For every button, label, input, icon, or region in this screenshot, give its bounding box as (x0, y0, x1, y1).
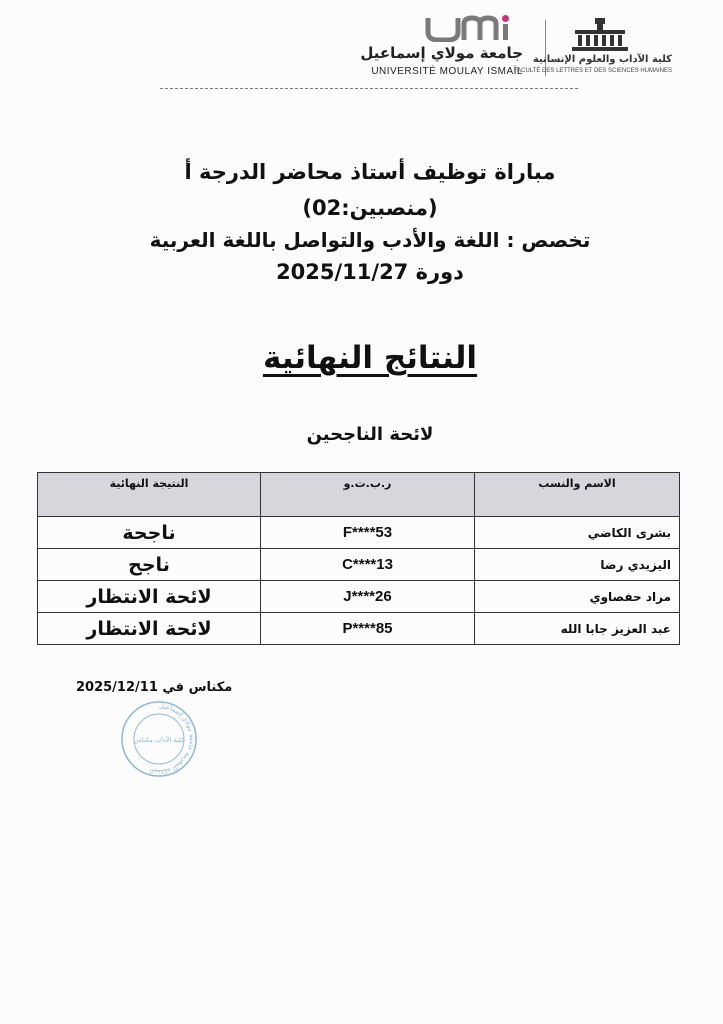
header-separator (160, 88, 578, 89)
candidate-name: عبد العزيز جابا الله (475, 613, 680, 645)
results-table (37, 472, 680, 645)
header-name: الاسم والنسب (475, 473, 680, 517)
candidate-result: لائحة الانتظار (38, 581, 261, 613)
university-name-latin: UNIVERSITÉ MOULAY ISMAÏL (371, 66, 523, 77)
candidate-result: ناجحة (38, 517, 261, 549)
table-header-row (38, 473, 680, 517)
stamp-ring-text: المملكة المغربية جامعة مولاي إسماعيل (148, 701, 196, 777)
university-logo (360, 14, 523, 80)
candidate-name: اليزيدي رضا (475, 549, 680, 581)
table-row (38, 581, 680, 613)
candidate-result: لائحة الانتظار (38, 613, 261, 645)
positions-count: (منصبين:02) (302, 196, 438, 220)
table-row (38, 549, 680, 581)
session-date: دورة 2025/11/27 (276, 260, 464, 284)
stamp-center-text: كلية الآداب مكناس (133, 736, 185, 744)
header-code: ر.ب.ت.و (261, 473, 475, 517)
faculty-name-latin: FACULTÉ DES LETTRES ET DES SCIENCES HUMAINES (513, 68, 672, 74)
faculty-building-icon (569, 18, 631, 52)
specialty-line: تخصص : اللغة والأدب والتواصل باللغة العربية (149, 228, 591, 252)
place-and-date: مكناس في 2025/12/11 (76, 680, 233, 695)
candidate-code: J****26 (261, 581, 475, 613)
table-row (38, 613, 680, 645)
candidate-name: مراد حفصاوي (475, 581, 680, 613)
table-row (38, 517, 680, 549)
umi-logo-mark (424, 14, 516, 42)
candidate-name: بشرى الكاضي (475, 517, 680, 549)
candidate-code: C****13 (261, 549, 475, 581)
official-stamp (120, 700, 198, 778)
successful-list-heading: لائحة الناجحين (306, 424, 434, 445)
candidate-code: F****53 (261, 517, 475, 549)
final-results-heading: النتائج النهائية (262, 340, 478, 376)
header-result: النتيجة النهائية (38, 473, 261, 517)
competition-title: مباراة توظيف أستاذ محاضر الدرجة أ (184, 160, 556, 184)
candidate-result: ناجح (38, 549, 261, 581)
university-name-arabic: جامعة مولاي إسماعيل (360, 44, 523, 62)
candidate-code: P****85 (261, 613, 475, 645)
faculty-name-arabic: كلية الآداب والعلوم الإنسانية (532, 54, 672, 65)
faculty-logo (513, 18, 680, 78)
